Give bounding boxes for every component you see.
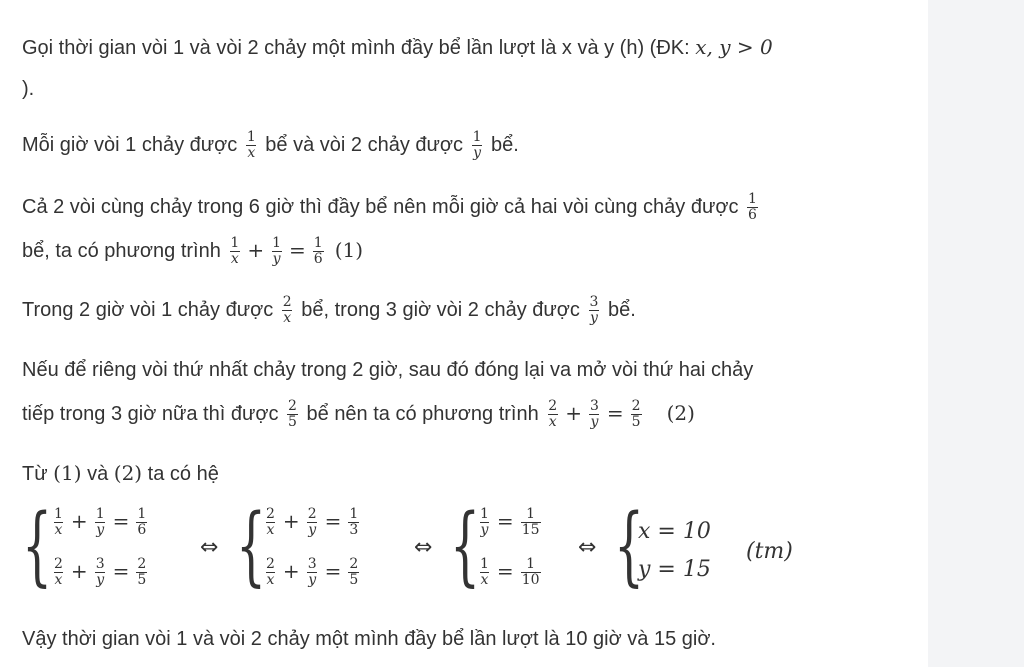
plus-sign: + (70, 508, 88, 533)
fraction (287, 399, 298, 430)
p6-text-b: và (81, 463, 114, 485)
frac-den: y (589, 310, 598, 327)
frac-den: x (54, 572, 63, 588)
p2-text-b: bể và vòi 2 chảy được (259, 134, 469, 156)
system-1-row-2 (50, 557, 150, 588)
plus-sign: + (282, 508, 300, 533)
frac-den: x (283, 310, 292, 327)
frac-num: 3 (589, 294, 599, 311)
paragraph-3 (22, 192, 761, 223)
p6-text-c: ta có hệ (142, 463, 219, 485)
frac-num: 1 (526, 506, 536, 522)
solution-x: x = 10 (638, 519, 711, 544)
system-3-row-1 (476, 507, 544, 538)
plus-sign: + (565, 401, 582, 425)
paragraph-4 (22, 295, 636, 326)
frac-den: x (247, 145, 256, 162)
fraction (53, 557, 64, 588)
frac-den: x (266, 522, 275, 538)
frac-num: 3 (95, 556, 105, 572)
frac-num: 2 (288, 398, 297, 415)
satisfied-tag: (tm) (746, 539, 793, 564)
equivalence-arrow: ⇔ (578, 535, 597, 560)
system-2-row-1 (262, 507, 362, 538)
solution-y: y = 15 (638, 557, 711, 582)
frac-num: 1 (54, 506, 63, 522)
frac-den: y (480, 522, 489, 538)
p1-text: Gọi thời gian vòi 1 và vòi 2 chảy một mình đầy bể lần lượt là x và y (h) (ĐK: (22, 37, 696, 59)
equals-sign: = (496, 558, 514, 583)
frac-num: 1 (246, 129, 256, 146)
frac-num: 1 (480, 556, 489, 572)
fraction (271, 236, 282, 267)
frac-num: 2 (548, 398, 558, 415)
right-side-panel (928, 0, 1024, 667)
p3-text-a: Cả 2 vòi cùng chảy trong 6 giờ thì đầy bể nên mỗi giờ cả hai vòi cùng chảy được (22, 196, 745, 218)
fraction (747, 192, 758, 223)
frac-num: 2 (349, 556, 359, 572)
left-brace: { (236, 496, 267, 596)
frac-den: 6 (748, 207, 757, 224)
fraction (472, 130, 483, 161)
frac-den: y (473, 145, 481, 162)
frac-num: 2 (54, 556, 63, 572)
frac-den: 5 (631, 414, 641, 431)
fraction (265, 507, 276, 538)
paragraph-1 (22, 32, 773, 63)
ref-1: (1) (53, 461, 82, 485)
frac-den: y (96, 572, 105, 588)
p1-condition: x, y > 0 (695, 35, 773, 59)
frac-num: 1 (137, 506, 147, 522)
fraction (521, 507, 541, 538)
frac-den: x (266, 572, 275, 588)
system-3-row-2 (476, 557, 544, 588)
frac-num: 2 (631, 398, 641, 415)
plus-sign: + (70, 558, 88, 583)
left-brace: { (22, 496, 53, 596)
frac-den: y (308, 572, 317, 588)
paragraph-3-line-2 (22, 235, 363, 267)
frac-num: 1 (272, 235, 282, 252)
frac-num: 1 (480, 506, 489, 522)
equals-sign: = (112, 508, 130, 533)
frac-den: y (308, 522, 317, 538)
fraction (282, 295, 293, 326)
fraction (307, 507, 318, 538)
frac-num: 2 (266, 506, 275, 522)
p4-text-c: bể. (602, 299, 636, 321)
equation-tag-2: (2) (666, 401, 695, 425)
frac-den: x (548, 414, 557, 431)
frac-den: x (480, 572, 489, 588)
frac-den: 5 (137, 572, 147, 588)
fraction (53, 507, 64, 538)
frac-den: y (272, 251, 281, 268)
frac-den: 3 (349, 522, 359, 538)
fraction (348, 557, 359, 588)
left-brace: { (450, 496, 481, 596)
fraction (136, 557, 147, 588)
frac-den: 6 (137, 522, 147, 538)
equals-sign: = (112, 558, 130, 583)
fraction (229, 236, 240, 267)
frac-num: 1 (526, 556, 536, 572)
frac-num: 2 (282, 294, 292, 311)
paragraph-2 (22, 130, 519, 161)
p3-text-b: bể, ta có phương trình (22, 240, 227, 262)
fraction (588, 295, 599, 326)
paragraph-1-end (22, 74, 34, 104)
fraction (136, 507, 147, 538)
frac-num: 1 (313, 235, 323, 252)
frac-num: 1 (349, 506, 359, 522)
paragraph-5-line-2 (22, 398, 695, 430)
p4-text-a: Trong 2 giờ vòi 1 chảy được (22, 299, 279, 321)
p2-text-c: bể. (485, 134, 519, 156)
fraction (479, 557, 490, 588)
fraction (479, 507, 490, 538)
p5-text-b: tiếp trong 3 giờ nữa thì được (22, 403, 285, 425)
frac-den: 5 (349, 572, 359, 588)
frac-num: 2 (307, 506, 317, 522)
equals-sign: = (606, 401, 624, 425)
frac-den: x (54, 522, 63, 538)
fraction (307, 557, 318, 588)
frac-den: 6 (313, 251, 323, 268)
frac-den: 10 (521, 572, 540, 588)
frac-den: y (96, 522, 105, 538)
p4-text-b: bể, trong 3 giờ vòi 2 chảy được (295, 299, 586, 321)
frac-num: 1 (748, 191, 757, 208)
plus-sign: + (282, 558, 300, 583)
ref-2: (2) (113, 461, 143, 485)
left-brace: { (614, 496, 645, 596)
p2-text-a: Mỗi giờ vòi 1 chảy được (22, 134, 243, 156)
frac-den: x (230, 251, 239, 268)
equivalence-arrow: ⇔ (200, 535, 219, 560)
equals-sign: = (496, 508, 514, 533)
frac-num: 3 (307, 556, 317, 572)
equivalence-arrow: ⇔ (414, 535, 433, 560)
fraction (95, 557, 106, 588)
p6-text-a: Từ (22, 463, 54, 485)
fraction (95, 507, 106, 538)
equals-sign: = (324, 508, 342, 533)
frac-den: y (590, 414, 599, 431)
p5-text-a: Nếu để riêng vòi thứ nhất chảy trong 2 giờ, sau đó đóng lại va mở vòi thứ hai chảy (22, 359, 754, 381)
p5-text-c: bể nên ta có phương trình (300, 403, 545, 425)
frac-den: 5 (288, 414, 297, 431)
equation-tag-1: (1) (334, 238, 364, 262)
equals-sign: = (324, 558, 342, 583)
fraction (547, 399, 558, 430)
frac-num: 2 (137, 556, 147, 572)
frac-num: 3 (589, 398, 599, 415)
system-2-row-2 (262, 557, 362, 588)
frac-den: 15 (521, 522, 540, 538)
plus-sign: + (247, 238, 265, 262)
fraction (313, 236, 324, 267)
fraction (631, 399, 642, 430)
conclusion (22, 624, 716, 654)
frac-num: 1 (95, 506, 105, 522)
fraction (589, 399, 600, 430)
fraction (348, 507, 359, 538)
paragraph-6 (22, 458, 219, 489)
conclusion-text: Vậy thời gian vòi 1 và vòi 2 chảy một mình đầy bể lần lượt là 10 giờ và 15 giờ. (22, 628, 716, 650)
fraction (265, 557, 276, 588)
system-1-row-1 (50, 507, 150, 538)
frac-num: 2 (266, 556, 275, 572)
p1-end: ). (22, 78, 35, 100)
fraction (521, 557, 541, 588)
equals-sign: = (289, 238, 306, 262)
frac-num: 1 (472, 129, 482, 146)
frac-num: 1 (230, 235, 240, 252)
paragraph-5 (22, 355, 753, 385)
fraction (246, 130, 257, 161)
